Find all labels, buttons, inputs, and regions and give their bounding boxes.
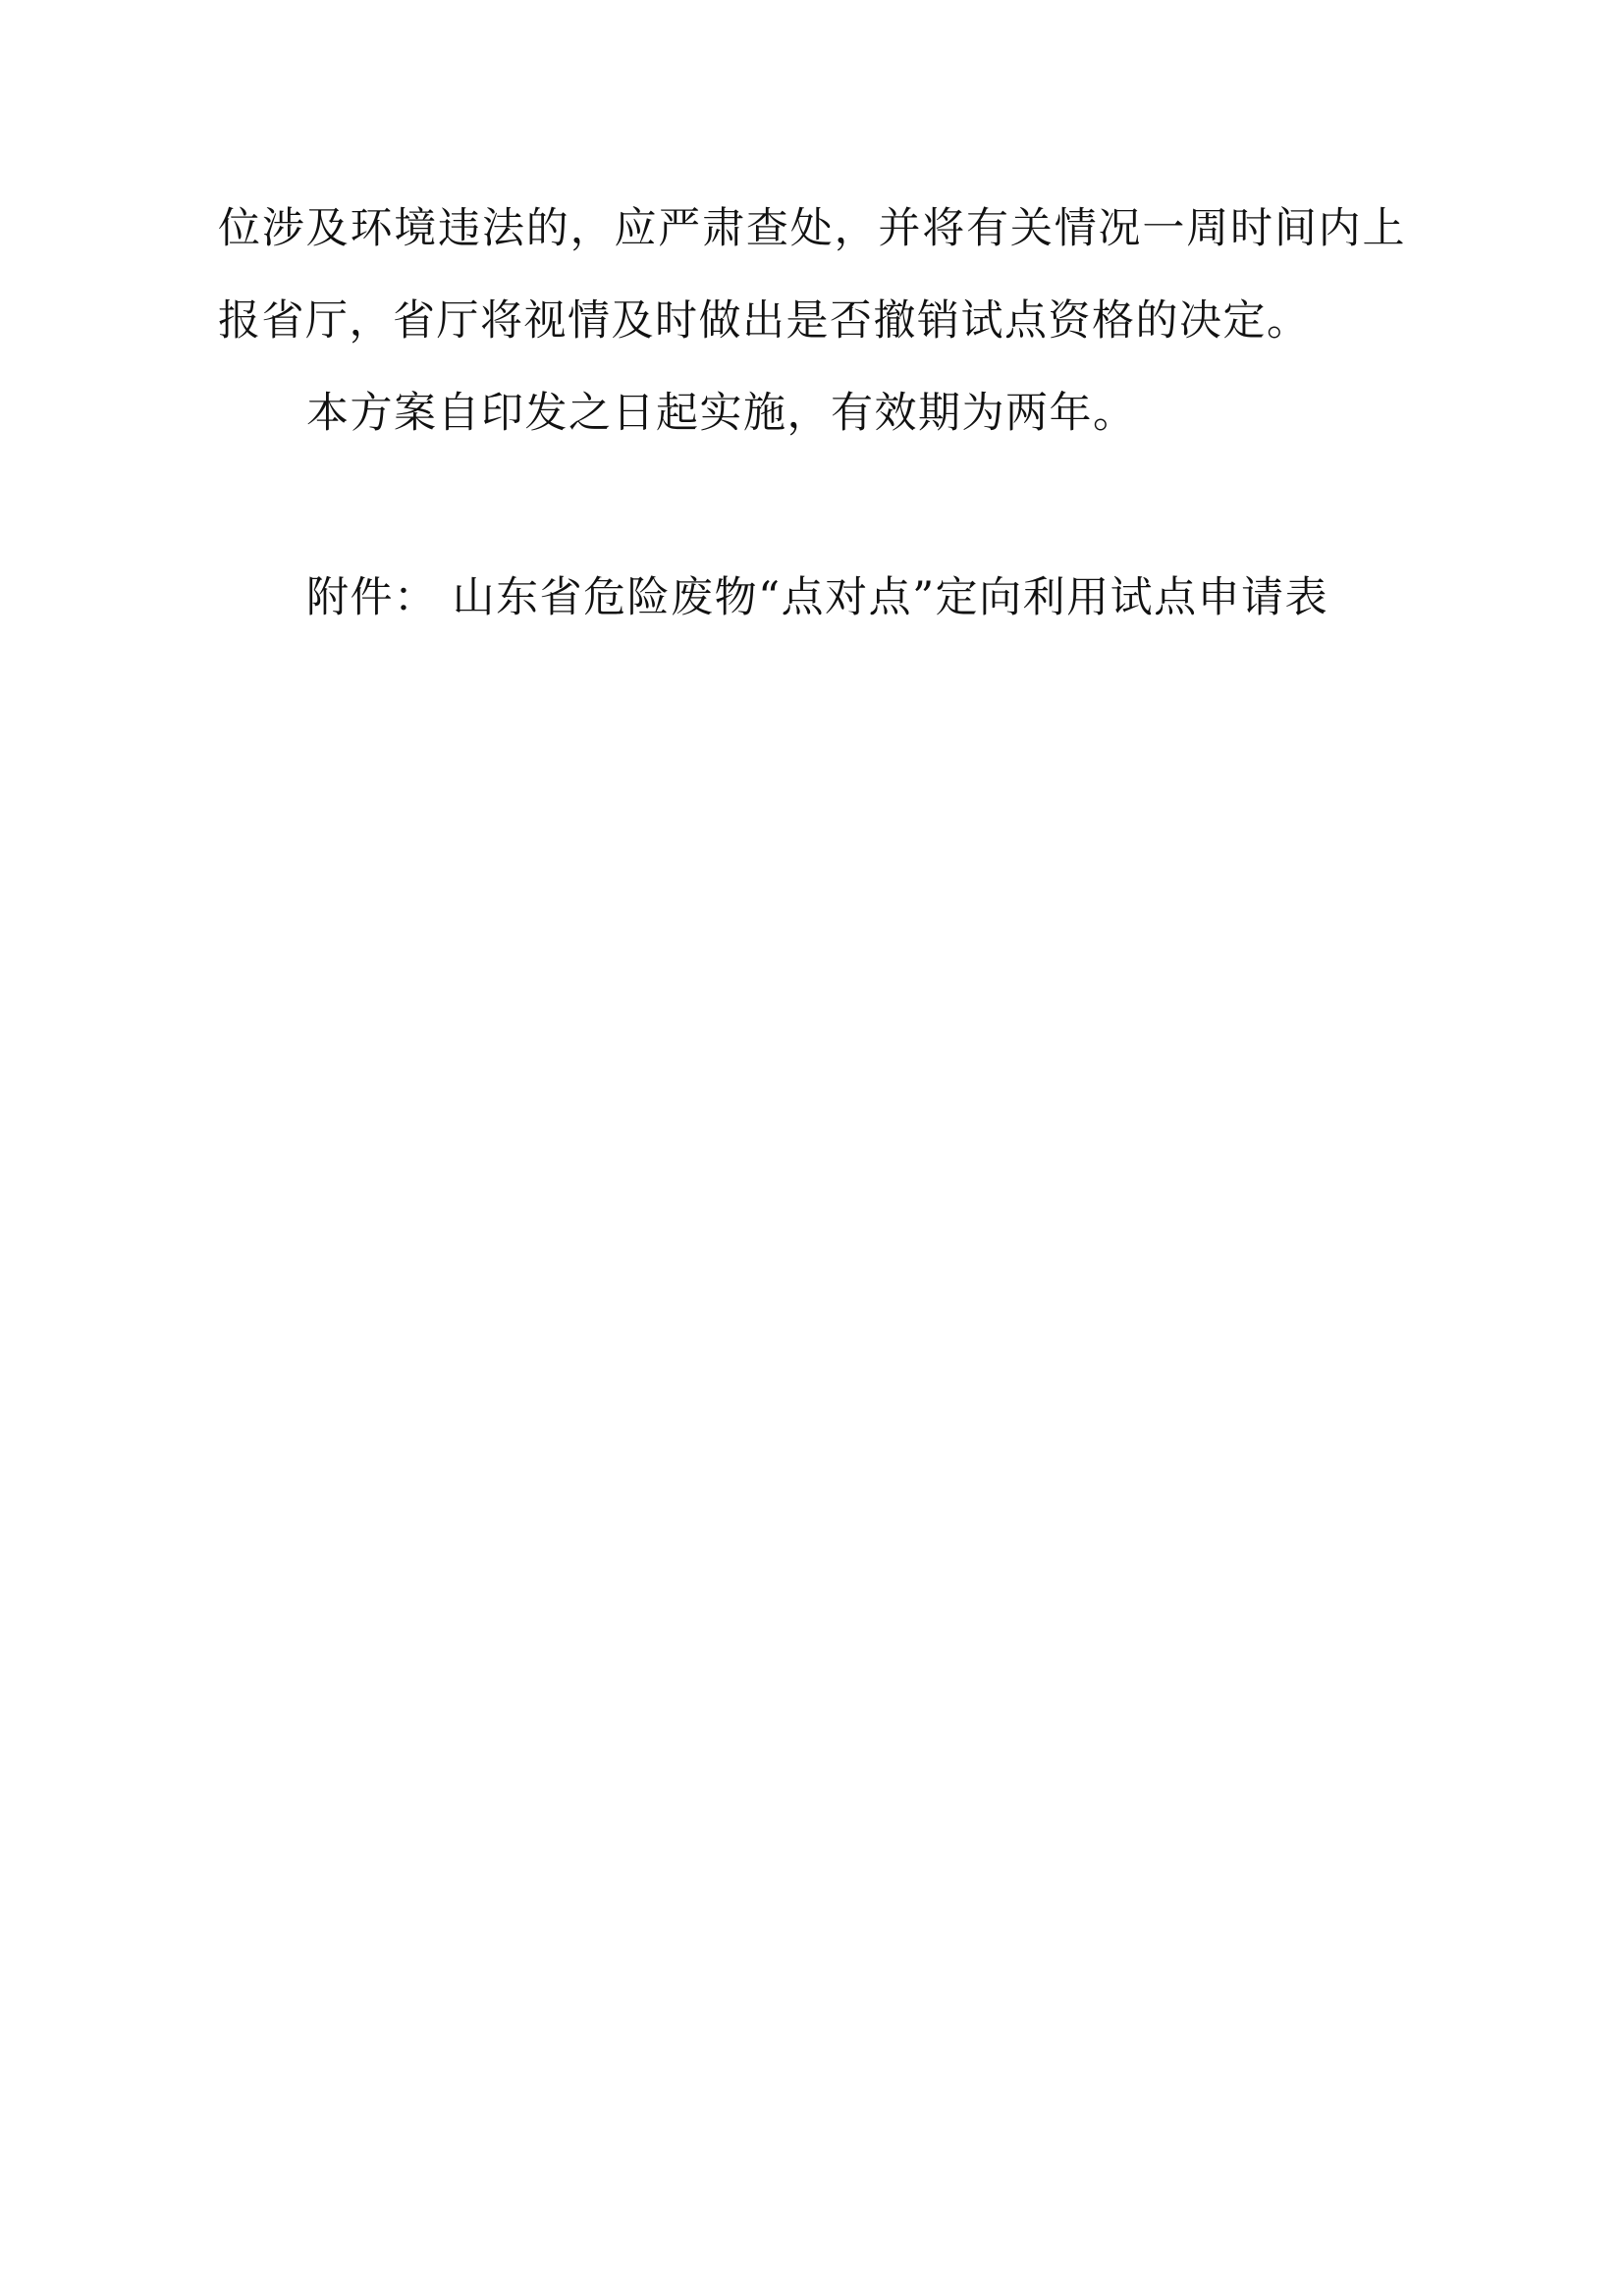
document-content <box>218 183 1406 644</box>
paragraph-continued: 位涉及环境违法的，应严肃查处，并将有关情况一周时间内上报省厅，省厅将视情及时做出是否撤销试点资格的决定。 <box>218 204 1406 346</box>
paragraph-effective-period: 本方案自印发之日起实施，有效期为两年。 <box>306 389 1137 438</box>
attachment-line: 附件： 山东省危险废物“点对点”定向利用试点申请表 <box>306 573 1329 622</box>
paragraph-spacer <box>218 459 1406 552</box>
